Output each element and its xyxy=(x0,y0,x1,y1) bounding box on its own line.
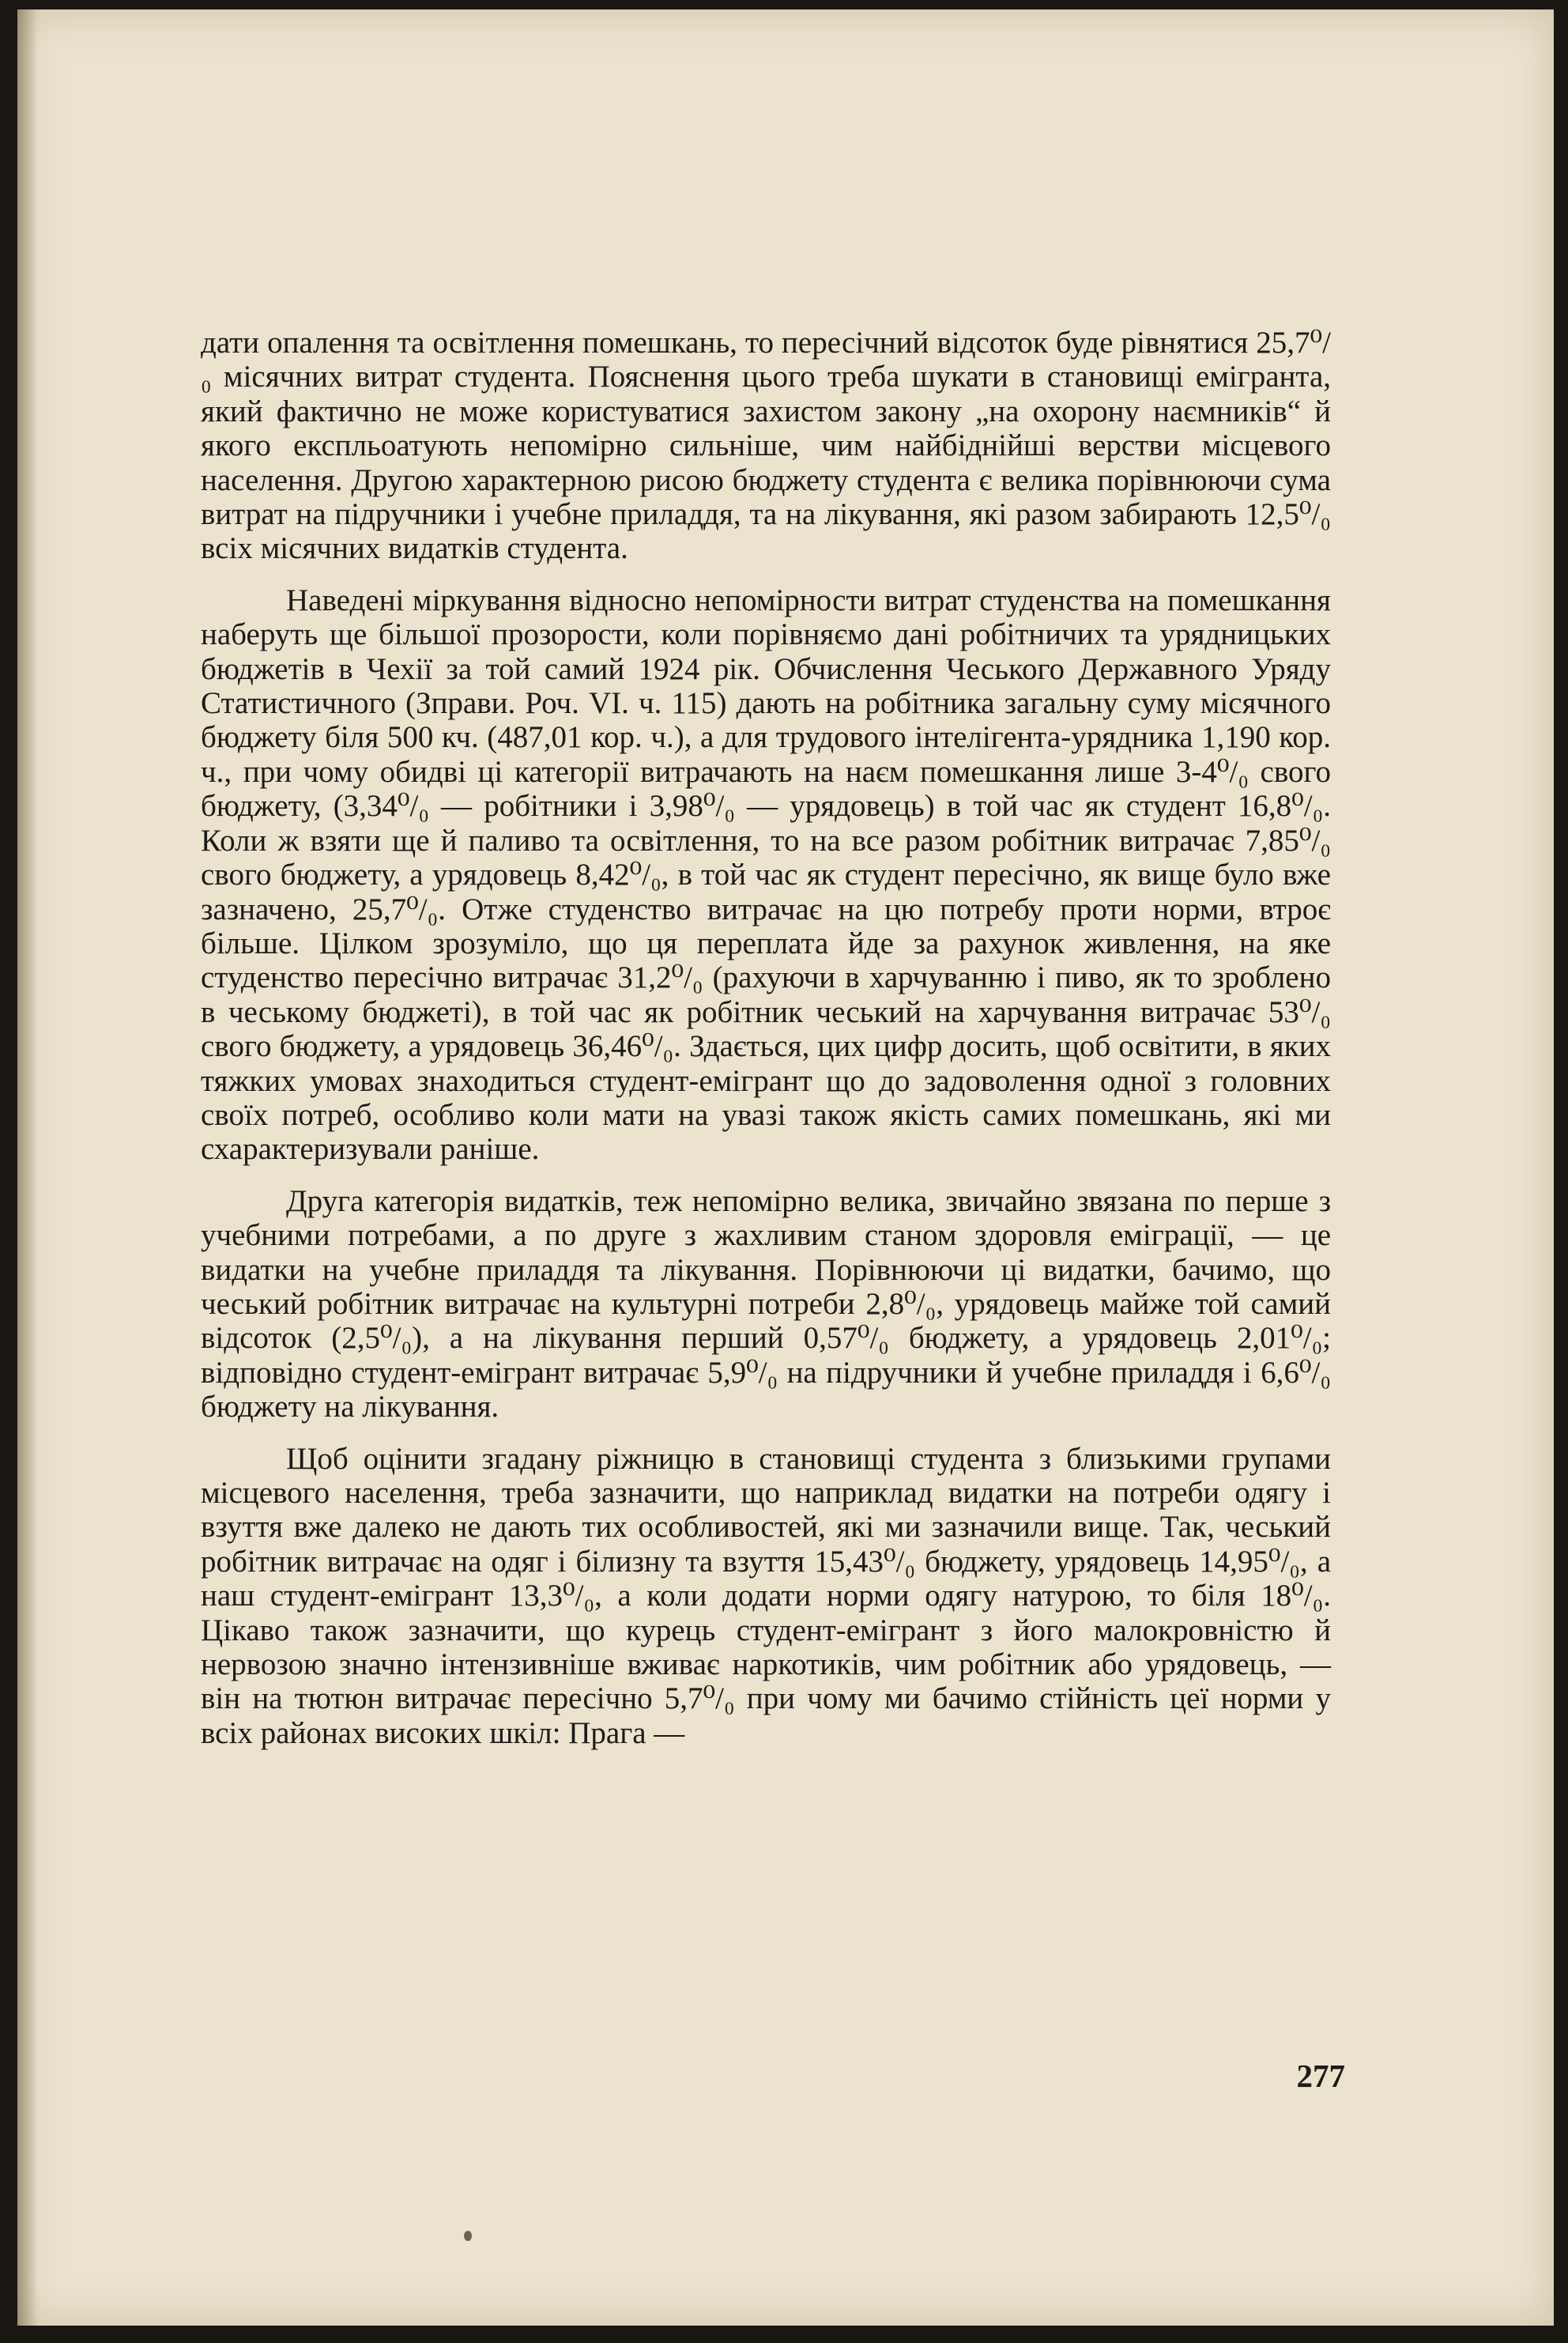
paragraph-1: дати опалення та освітлення помешкань, то пересічний відсоток буде рівнятися 25,7⁰/₀ місячних витрат студента. Пояснення цього треба шукати в становищі емігранта, який фактично не може користуватися захистом закону „на охорону наємників“ й якого експльоатують непомірно сильніше, чим найбіднійші верстви місцевого населення. Другою характерною рисою бюджету студента є велика порівнюючи сума витрат на підручники і учебне приладдя, та на лікування, які разом забирають 12,5⁰/₀ всіх місячних видатків студента. xyxy=(201,326,1331,566)
book-page xyxy=(17,9,1554,2326)
paragraph-3: Друга категорія видатків, теж непомірно велика, звичайно звязана по перше з учебними потребами, а по друге з жахливим станом здоровля еміграції, — це видатки на учебне приладдя та лікування. Порівнюючи ці видатки, бачимо, що чеський робітник витрачає на культурні потреби 2,8⁰/₀, урядовець майже той самий відсоток (2,5⁰/₀), а на лікування перший 0,57⁰/₀ бюджету, а урядовець 2,01⁰/₀; відповідно студент-емігрант витрачає 5,9⁰/₀ на підручники й учебне приладдя і 6,6⁰/₀ бюджету на лікування. xyxy=(201,1183,1331,1424)
paragraph-2: Наведені міркування відносно непомірности витрат студенства на помешкання наберуть ще більшої прозорости, коли порівняємо дані робітничих та урядницьких бюджетів в Чехії за той самий 1924 рік. Обчислення Чеського Державного Уряду Статистичного (Зправи. Роч. VI. ч. 115) дають на робітника загальну суму місячного бюджету біля 500 кч. (487,01 кор. ч.), а для трудового інтелігента-урядника 1,190 кор. ч., при чому обидві ці категорії витрачають на наєм помешкання лише 3-4⁰/₀ свого бюджету, (3,34⁰/₀ — робітники і 3,98⁰/₀ — урядовець) в той час як студент 16,8⁰/₀. Коли ж взяти ще й паливо та освітлення, то на все разом робітник витрачає 7,85⁰/₀ свого бюджету, а урядовець 8,42⁰/₀, в той час як студент пересічно, як вище було вже зазначено, 25,7⁰/₀. Отже студенство витрачає на цю потребу проти норми, втроє більше. Цілком зрозуміло, що ця переплата йде за рахунок живлення, на яке студенство пересічно витрачає 31,2⁰/₀ (рахуючи в харчуванню і пиво, як то зроблено в чеському бюджеті), в той час як робітник чеський на харчування витрачає 53⁰/₀ свого бюджету, а урядовець 36,46⁰/₀. Здається, цих цифр досить, щоб освітити, в яких тяжких умовах знаходиться студент-емігрант що до задоволення одної з головних своїх потреб, особливо коли мати на увазі також якість самих помешкань, які ми схарактеризували раніше. xyxy=(201,583,1331,1167)
body-text xyxy=(201,326,1331,1750)
paragraph-4: Щоб оцінити згадану ріжницю в становищі студента з близькими групами місцевого населення, треба зазначити, що наприклад видатки на потреби одягу і взуття вже далеко не дають тих особливостей, які ми зазначили вище. Так, чеський робітник витрачає на одяг і білизну та взуття 15,43⁰/₀ бюджету, урядовець 14,95⁰/₀, а наш студент-емігрант 13,3⁰/₀, а коли додати норми одягу натурою, то біля 18⁰/₀. Цікаво також зазначити, що курець студент-емігрант з його малокровністю й нервозою значно інтензивніше вживає наркотиків, чим робітник або урядовець, — він на тютюн витрачає пересічно 5,7⁰/₀ при чому ми бачимо стійність цеї норми у всіх районах високих шкіл: Прага — xyxy=(201,1441,1331,1750)
gutter-shadow xyxy=(17,9,38,2326)
page-number: 277 xyxy=(1296,2058,1345,2094)
ink-speck xyxy=(464,2231,472,2241)
